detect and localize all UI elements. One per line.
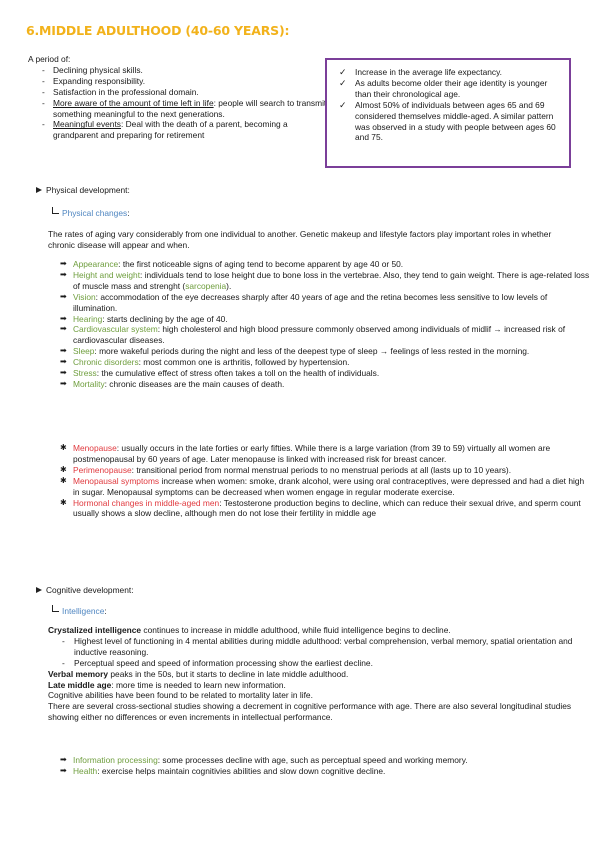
physical-heading: Physical development: bbox=[36, 185, 130, 196]
sub-arrow-icon bbox=[52, 207, 59, 214]
hormonal-list bbox=[60, 443, 590, 519]
list-item: ➡ Cardiovascular system: high cholesterol and high blood pressure commonly observed among individuals of midlif → increased risk of cardiovascular diseases. bbox=[60, 324, 566, 346]
list-item: ✱ Hormonal changes in middle-aged men: Testosterone production begins to decline, which can reduce their sexual drive, and sperm count usually shows a slow decline, although men do not lose their fertility in middle age bbox=[60, 497, 581, 519]
list-item: ✓ As adults become older their age identity is younger than their chronological age. bbox=[339, 77, 548, 99]
list-item: ➡ Hearing: starts declining by the age of 40. bbox=[60, 313, 228, 324]
intelligence-section bbox=[48, 625, 578, 723]
triangle-bullet-icon bbox=[36, 587, 42, 593]
cognitive-heading: Cognitive development: bbox=[36, 585, 134, 596]
list-item: ✱ Menopausal symptoms increase when women: smoke, drank alcohol, were using oral contraceptives, were depressed and had a diet high in sugar. Menopausal symptoms can be decreased when women engage in regular moderate exercise. bbox=[60, 475, 585, 497]
studies-line: There are several cross-sectional studies showing a decrement in cognitive performance with age. There are also several longitudinal studies showing either no differences or even increments in intellectual performance. bbox=[48, 701, 572, 723]
list-item: ➡ Appearance: the first noticeable signs of aging tend to become apparent by age 40 or 50. bbox=[60, 259, 404, 269]
list-item: ➡ Height and weight: individuals tend to lose height due to bone loss in the vertebrae. Also, they tend to gain weight. There is age-related loss of muscle mass and strenght (sarcopenia). bbox=[60, 269, 590, 291]
period-heading: A period of: bbox=[28, 54, 71, 64]
arrow-icon: ➡ bbox=[60, 357, 67, 367]
physical-changes-list bbox=[60, 259, 590, 390]
list-item: - Declining physical skills. bbox=[42, 64, 143, 75]
arrow-icon: ➡ bbox=[60, 378, 67, 388]
arrow-icon: ➡ bbox=[60, 291, 67, 301]
star-bullet-icon: ✱ bbox=[60, 443, 67, 452]
late-middle-age-line: Late middle age: more time is needed to learn new information. bbox=[48, 679, 286, 690]
list-item: - Expanding responsibility. bbox=[42, 75, 146, 86]
list-item: - More aware of the amount of time left in life: people will search to transmit something meaningful to the next generations. bbox=[42, 97, 327, 119]
list-item: ➡ Chronic disorders: most common one is arthritis, followed by hypertension. bbox=[60, 357, 350, 368]
page-title: 6.MIDDLE ADULTHOOD (40-60 YEARS): bbox=[26, 23, 290, 38]
crystal-line: Crystalized intelligence continues to increase in middle adulthood, while fluid intelligence begins to decline. bbox=[48, 625, 451, 635]
list-item: ✓ Almost 50% of individuals between ages 65 and 69 considered themselves middle-aged. A similar pattern was observed in a study with people between ages 60 and 75. bbox=[339, 99, 556, 143]
list-item: ✱ Perimenopause: transitional period from normal menstrual periods to no menstrual periods at all (lasts up to 10 years). bbox=[60, 464, 512, 475]
arrow-icon: ➡ bbox=[60, 269, 67, 279]
list-item: - Highest level of functioning in 4 mental abilities during middle adulthood: verbal comprehension, verbal memory, spatial orientation and inductive reasoning. bbox=[62, 635, 573, 657]
arrow-icon: ➡ bbox=[60, 324, 67, 334]
arrow-icon: ➡ bbox=[60, 755, 67, 764]
list-item: ➡ Sleep: more wakeful periods during the night and less of the deepest type of sleep → feelings of less rested in the morning. bbox=[60, 346, 530, 357]
intelligence-heading: Intelligence : bbox=[52, 606, 107, 617]
star-bullet-icon: ✱ bbox=[60, 464, 67, 474]
physical-changes-heading: Physical changes : bbox=[52, 208, 130, 219]
check-list bbox=[339, 67, 561, 143]
list-item: ➡ Information processing: some processes decline with age, such as perceptual speed and working memory. bbox=[60, 755, 468, 765]
list-item: ✓ Increase in the average life expectancy. bbox=[339, 67, 502, 77]
list-item: ➡ Mortality: chronic diseases are the main causes of death. bbox=[60, 378, 285, 389]
list-item: - Satisfaction in the professional domain. bbox=[42, 86, 199, 97]
arrow-icon: ➡ bbox=[60, 368, 67, 378]
check-icon: ✓ bbox=[339, 67, 347, 77]
list-item: ➡ Vision: accommodation of the eye decreases sharply after 40 years of age and the retina becomes less sensitive to low levels of illumination. bbox=[60, 291, 548, 313]
list-item: ✱ Menopause: usually occurs in the late forties or early fifties. While there is a large variation (from 39 to 59) virtually all women are postmenopausal by 60 years of age. Later menopause is linked with increased risk for breast cancer. bbox=[60, 443, 551, 464]
list-item: ➡ Health: exercise helps maintain cognitivies abilities and slow down cognitive decline. bbox=[60, 765, 386, 776]
check-icon: ✓ bbox=[339, 77, 347, 88]
mortality-line: Cognitive abilities have been found to be related to mortality later in life. bbox=[48, 690, 313, 701]
cognitive-final-list bbox=[60, 755, 590, 777]
crystal-list bbox=[48, 636, 578, 669]
arrow-icon: ➡ bbox=[60, 346, 67, 356]
list-item: ➡ Stress: the cumulative effect of stress often takes a toll on the health of individuals. bbox=[60, 368, 380, 379]
arrow-icon: ➡ bbox=[60, 259, 67, 268]
check-icon: ✓ bbox=[339, 99, 347, 110]
period-section bbox=[28, 54, 328, 141]
sub-arrow-icon bbox=[52, 605, 59, 612]
verbal-memory-line: Verbal memory peaks in the 50s, but it starts to decline in late middle adulthood. bbox=[48, 668, 349, 679]
underlined-term: Meaningful events bbox=[53, 119, 121, 130]
arrow-icon: ➡ bbox=[60, 765, 67, 775]
period-list bbox=[28, 65, 328, 141]
list-item: - Perceptual speed and speed of information processing show the earliest decline. bbox=[62, 657, 373, 668]
list-item: - Meaningful events: Deal with the death of a parent, becoming a grandparent and preparing for retirement bbox=[42, 119, 288, 141]
physical-intro: The rates of aging vary considerably from one individual to another. Genetic makeup and lifestyle factors play important roles in whether chronic disease will appear and when. bbox=[48, 229, 552, 250]
underlined-term: More aware of the amount of time left in life bbox=[53, 97, 214, 108]
star-bullet-icon: ✱ bbox=[60, 475, 67, 485]
life-expectancy-box bbox=[325, 58, 571, 168]
star-bullet-icon: ✱ bbox=[60, 497, 67, 507]
arrow-icon: ➡ bbox=[60, 313, 67, 323]
triangle-bullet-icon bbox=[36, 187, 42, 193]
